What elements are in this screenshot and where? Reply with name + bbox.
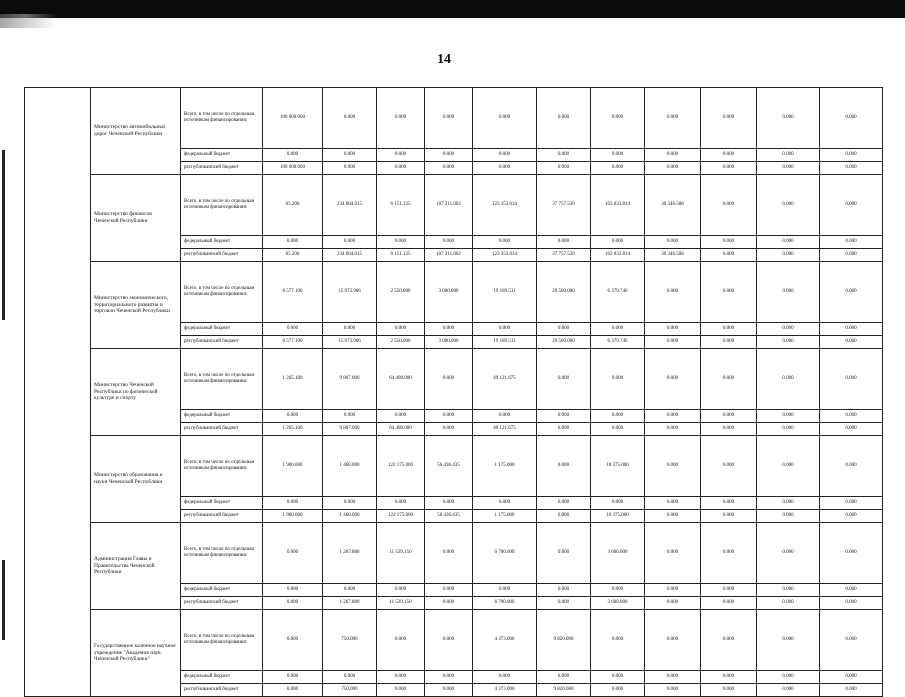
amount-cell: 107 211.002 <box>425 249 473 262</box>
amount-cell: 0.000 <box>820 610 883 671</box>
amount-cell: 0.000 <box>537 88 591 149</box>
amount-cell: 0.000 <box>757 597 820 610</box>
amount-cell: 0.000 <box>701 249 757 262</box>
amount-cell: 0.000 <box>701 162 757 175</box>
amount-cell: 0.000 <box>701 175 757 236</box>
amount-cell: 1 460.000 <box>323 510 377 523</box>
amount-cell: 0.000 <box>645 684 701 697</box>
amount-cell: 3 600.000 <box>591 523 645 584</box>
amount-cell: 234 004.015 <box>323 249 377 262</box>
amount-cell: 0.000 <box>377 149 425 162</box>
amount-cell: 0.000 <box>645 88 701 149</box>
amount-cell: 0.000 <box>820 262 883 323</box>
amount-cell: 0.000 <box>701 436 757 497</box>
amount-cell: 0.000 <box>323 671 377 684</box>
amount-cell: 0.000 <box>425 597 473 610</box>
amount-cell: 0.000 <box>757 262 820 323</box>
amount-cell: 0.000 <box>537 410 591 423</box>
amount-cell: 0.000 <box>425 610 473 671</box>
amount-cell: 0.000 <box>425 410 473 423</box>
amount-cell: 0.000 <box>591 423 645 436</box>
amount-cell: 0.000 <box>263 523 323 584</box>
funding-source-label: федеральный бюджет <box>181 671 263 684</box>
amount-cell: 0.000 <box>820 671 883 684</box>
amount-cell: 0.000 <box>473 410 537 423</box>
funding-source-label: Всего, в том числе по отдельным источникам финансирования: <box>181 175 263 236</box>
amount-cell: 29 500.000 <box>537 336 591 349</box>
table-row <box>25 436 883 497</box>
amount-cell: 1 900.000 <box>263 510 323 523</box>
amount-cell: 0.000 <box>323 149 377 162</box>
amount-cell: 6 379.746 <box>591 262 645 323</box>
amount-cell: 0.000 <box>820 497 883 510</box>
amount-cell: 0.000 <box>425 323 473 336</box>
organization-name: Администрация Главы и Правительства Чеченской Республики <box>91 523 181 610</box>
amount-cell: 0.000 <box>263 149 323 162</box>
amount-cell: 0.000 <box>425 584 473 597</box>
amount-cell: 0.000 <box>377 610 425 671</box>
amount-cell: 6 151.125 <box>377 249 425 262</box>
amount-cell: 0.000 <box>473 88 537 149</box>
amount-cell: 0.000 <box>645 423 701 436</box>
amount-cell: 0.000 <box>757 510 820 523</box>
amount-cell: 0.000 <box>473 497 537 510</box>
funding-source-label: республиканский бюджет <box>181 249 263 262</box>
amount-cell: 4 373.000 <box>473 684 537 697</box>
amount-cell: 0.000 <box>591 323 645 336</box>
amount-cell: 0.000 <box>645 262 701 323</box>
amount-cell: 0.000 <box>537 149 591 162</box>
amount-cell: 0.000 <box>701 410 757 423</box>
amount-cell: 0.000 <box>323 584 377 597</box>
table-row <box>25 610 883 671</box>
amount-cell: 0.000 <box>323 497 377 510</box>
amount-cell: 0.000 <box>591 584 645 597</box>
amount-cell: 0.000 <box>645 436 701 497</box>
amount-cell: 0.000 <box>757 671 820 684</box>
amount-cell: 10 375.000 <box>591 436 645 497</box>
amount-cell: 0.000 <box>645 336 701 349</box>
amount-cell: 0.000 <box>377 162 425 175</box>
amount-cell: 0.000 <box>645 497 701 510</box>
amount-cell: 0.000 <box>537 423 591 436</box>
amount-cell: 6 151.125 <box>377 175 425 236</box>
page-number: 14 <box>437 52 451 67</box>
amount-cell: 0.000 <box>701 510 757 523</box>
organization-name: Государственное казенное научное учреждение "Академия наук Чеченской Республики" <box>91 610 181 697</box>
amount-cell: 0.000 <box>323 162 377 175</box>
amount-cell: 1 175.000 <box>473 436 537 497</box>
amount-cell: 0.000 <box>757 523 820 584</box>
amount-cell: 0.000 <box>591 88 645 149</box>
amount-cell: 0.000 <box>425 149 473 162</box>
amount-cell: 0.000 <box>425 671 473 684</box>
amount-cell: 0.000 <box>701 262 757 323</box>
amount-cell: 29 500.000 <box>537 262 591 323</box>
amount-cell: 19 189.511 <box>473 262 537 323</box>
funding-source-label: федеральный бюджет <box>181 410 263 423</box>
amount-cell: 1 265.100 <box>263 349 323 410</box>
amount-cell: 0.000 <box>537 323 591 336</box>
amount-cell: 1 267.880 <box>323 597 377 610</box>
amount-cell: 3 600.000 <box>591 597 645 610</box>
amount-cell: 0.000 <box>820 236 883 249</box>
amount-cell: 0.000 <box>820 510 883 523</box>
funding-source-label: Всего, в том числе по отдельным источникам финансирования: <box>181 262 263 323</box>
funding-source-label: республиканский бюджет <box>181 510 263 523</box>
amount-cell: 0.000 <box>263 684 323 697</box>
amount-cell: 0.000 <box>820 423 883 436</box>
amount-cell: 9 820.000 <box>537 610 591 671</box>
amount-cell: 0.000 <box>757 162 820 175</box>
amount-cell: 4 373.000 <box>473 610 537 671</box>
budget-table-body <box>25 88 883 697</box>
amount-cell: 56 436.435 <box>425 510 473 523</box>
funding-source-label: федеральный бюджет <box>181 323 263 336</box>
amount-cell: 0.000 <box>263 410 323 423</box>
amount-cell: 0.000 <box>425 523 473 584</box>
amount-cell: 0.000 <box>701 423 757 436</box>
amount-cell: 0.000 <box>645 584 701 597</box>
amount-cell: 0.000 <box>537 584 591 597</box>
amount-cell: 1 900.000 <box>263 436 323 497</box>
amount-cell: 0.000 <box>263 236 323 249</box>
amount-cell: 6 700.000 <box>473 523 537 584</box>
amount-cell: 0.000 <box>323 236 377 249</box>
amount-cell: 0.000 <box>377 410 425 423</box>
amount-cell: 0.000 <box>377 671 425 684</box>
amount-cell: 0.000 <box>757 349 820 410</box>
amount-cell: 0.000 <box>645 349 701 410</box>
amount-cell: 0.000 <box>701 497 757 510</box>
funding-source-label: Всего, в том числе по отдельным источникам финансирования: <box>181 610 263 671</box>
amount-cell: 0.000 <box>377 584 425 597</box>
amount-cell: 0.000 <box>757 323 820 336</box>
amount-cell: 0.000 <box>820 584 883 597</box>
amount-cell: 49 121.675 <box>473 349 537 410</box>
amount-cell: 0.000 <box>757 88 820 149</box>
amount-cell: 0.000 <box>820 149 883 162</box>
amount-cell: 1 460.000 <box>323 436 377 497</box>
amount-cell: 0.000 <box>820 684 883 697</box>
amount-cell: 0.000 <box>757 149 820 162</box>
amount-cell: 9 807.000 <box>323 423 377 436</box>
amount-cell: 0.000 <box>377 88 425 149</box>
amount-cell: 0.000 <box>591 149 645 162</box>
table-row <box>25 88 883 149</box>
budget-table <box>24 87 883 697</box>
funding-source-label: республиканский бюджет <box>181 423 263 436</box>
amount-cell: 0.000 <box>701 336 757 349</box>
funding-source-label: Всего, в том числе по отдельным источникам финансирования: <box>181 88 263 149</box>
amount-cell: 0.000 <box>701 149 757 162</box>
amount-cell: 100 000.000 <box>263 88 323 149</box>
amount-cell: 11 539.150 <box>377 597 425 610</box>
amount-cell: 0.000 <box>263 597 323 610</box>
amount-cell: 0.000 <box>757 610 820 671</box>
amount-cell: 0.000 <box>425 497 473 510</box>
amount-cell: 0.000 <box>701 597 757 610</box>
amount-cell: 0.000 <box>757 497 820 510</box>
amount-cell: 0.000 <box>537 597 591 610</box>
amount-cell: 64 400.000 <box>377 423 425 436</box>
amount-cell: 0.000 <box>591 410 645 423</box>
amount-cell: 10 375.000 <box>591 510 645 523</box>
amount-cell: 0.000 <box>820 249 883 262</box>
amount-cell: 100 000.000 <box>263 162 323 175</box>
amount-cell: 0.000 <box>591 684 645 697</box>
amount-cell: 3 000.000 <box>425 336 473 349</box>
table-row <box>25 262 883 323</box>
amount-cell: 0.000 <box>473 149 537 162</box>
amount-cell: 0.000 <box>820 88 883 149</box>
amount-cell: 49 121.675 <box>473 423 537 436</box>
funding-source-label: Всего, в том числе по отдельным источникам финансирования: <box>181 349 263 410</box>
amount-cell: 122 175.000 <box>377 510 425 523</box>
organization-name: Министерство финансов Чеченской Республики <box>91 175 181 262</box>
organization-name: Министерство экономического, территориального развития и торговли Чеченской Республики <box>91 262 181 349</box>
scan-smudge <box>0 14 70 28</box>
amount-cell: 0.000 <box>757 410 820 423</box>
amount-cell: 0.000 <box>820 323 883 336</box>
amount-cell: 65.200 <box>263 175 323 236</box>
amount-cell: 0.000 <box>591 610 645 671</box>
amount-cell: 0.000 <box>263 610 323 671</box>
amount-cell: 0.000 <box>591 162 645 175</box>
amount-cell: 0.000 <box>701 236 757 249</box>
amount-cell: 123 353.634 <box>473 175 537 236</box>
amount-cell: 0.000 <box>645 236 701 249</box>
amount-cell: 0.000 <box>820 410 883 423</box>
amount-cell: 30 346.508 <box>645 249 701 262</box>
amount-cell: 0.000 <box>537 523 591 584</box>
amount-cell: 0.000 <box>537 436 591 497</box>
amount-cell: 0.000 <box>473 236 537 249</box>
amount-cell: 30 346.508 <box>645 175 701 236</box>
amount-cell: 0.000 <box>701 349 757 410</box>
amount-cell: 8 577.100 <box>263 336 323 349</box>
table-row <box>25 175 883 236</box>
amount-cell: 123 353.634 <box>473 249 537 262</box>
amount-cell: 0.000 <box>645 597 701 610</box>
amount-cell: 1 265.100 <box>263 423 323 436</box>
amount-cell: 64 400.000 <box>377 349 425 410</box>
amount-cell: 0.000 <box>537 349 591 410</box>
empty-index-column <box>25 88 91 697</box>
amount-cell: 0.000 <box>537 510 591 523</box>
amount-cell: 1 267.880 <box>323 523 377 584</box>
funding-source-label: Всего, в том числе по отдельным источникам финансирования: <box>181 523 263 584</box>
amount-cell: 122 175.000 <box>377 436 425 497</box>
amount-cell: 56 436.435 <box>425 436 473 497</box>
amount-cell: 37 757.539 <box>537 249 591 262</box>
amount-cell: 0.000 <box>591 497 645 510</box>
amount-cell: 6 700.000 <box>473 597 537 610</box>
amount-cell: 0.000 <box>537 497 591 510</box>
amount-cell: 0.000 <box>757 175 820 236</box>
amount-cell: 0.000 <box>425 684 473 697</box>
amount-cell: 0.000 <box>757 423 820 436</box>
amount-cell: 0.000 <box>820 597 883 610</box>
amount-cell: 107 211.002 <box>425 175 473 236</box>
amount-cell: 0.000 <box>757 236 820 249</box>
amount-cell: 19 189.511 <box>473 336 537 349</box>
amount-cell: 0.000 <box>425 88 473 149</box>
amount-cell: 0.000 <box>701 323 757 336</box>
amount-cell: 0.000 <box>645 510 701 523</box>
amount-cell: 0.000 <box>473 671 537 684</box>
amount-cell: 2 550.000 <box>377 262 425 323</box>
amount-cell: 1 175.000 <box>473 510 537 523</box>
amount-cell: 0.000 <box>645 162 701 175</box>
amount-cell: 0.000 <box>537 671 591 684</box>
funding-source-label: республиканский бюджет <box>181 162 263 175</box>
amount-cell: 0.000 <box>473 323 537 336</box>
organization-name: Министерство автомобильных дорог Чеченской Республики <box>91 88 181 175</box>
amount-cell: 234 004.015 <box>323 175 377 236</box>
amount-cell: 0.000 <box>701 684 757 697</box>
amount-cell: 0.000 <box>757 336 820 349</box>
funding-source-label: федеральный бюджет <box>181 497 263 510</box>
funding-source-label: Всего, в том числе по отдельным источникам финансирования: <box>181 436 263 497</box>
amount-cell: 0.000 <box>425 162 473 175</box>
amount-cell: 0.000 <box>820 349 883 410</box>
amount-cell: 8 577.100 <box>263 262 323 323</box>
amount-cell: 15 973.966 <box>323 262 377 323</box>
amount-cell: 0.000 <box>473 584 537 597</box>
amount-cell: 0.000 <box>473 162 537 175</box>
amount-cell: 0.000 <box>820 336 883 349</box>
amount-cell: 0.000 <box>645 523 701 584</box>
amount-cell: 0.000 <box>757 584 820 597</box>
amount-cell: 9 807.000 <box>323 349 377 410</box>
amount-cell: 0.000 <box>425 236 473 249</box>
amount-cell: 3 000.000 <box>425 262 473 323</box>
amount-cell: 15 973.966 <box>323 336 377 349</box>
amount-cell: 0.000 <box>263 584 323 597</box>
amount-cell: 0.000 <box>263 323 323 336</box>
amount-cell: 37 757.539 <box>537 175 591 236</box>
amount-cell: 0.000 <box>757 684 820 697</box>
amount-cell: 0.000 <box>820 162 883 175</box>
scan-left-edge-lower <box>2 560 5 640</box>
amount-cell: 0.000 <box>701 523 757 584</box>
amount-cell: 0.000 <box>701 584 757 597</box>
table-row <box>25 523 883 584</box>
amount-cell: 2 550.000 <box>377 336 425 349</box>
amount-cell: 162 033.814 <box>591 175 645 236</box>
amount-cell: 0.000 <box>701 671 757 684</box>
amount-cell: 0.000 <box>645 323 701 336</box>
amount-cell: 0.000 <box>645 610 701 671</box>
funding-source-label: республиканский бюджет <box>181 684 263 697</box>
amount-cell: 0.000 <box>820 175 883 236</box>
funding-source-label: республиканский бюджет <box>181 597 263 610</box>
organization-name: Министерство Чеченской Республики по физической культуре и спорту <box>91 349 181 436</box>
funding-source-label: федеральный бюджет <box>181 236 263 249</box>
amount-cell: 0.000 <box>323 410 377 423</box>
amount-cell: 0.000 <box>645 149 701 162</box>
table-row <box>25 349 883 410</box>
amount-cell: 6 379.746 <box>591 336 645 349</box>
funding-source-label: федеральный бюджет <box>181 149 263 162</box>
amount-cell: 11 539.150 <box>377 523 425 584</box>
amount-cell: 0.000 <box>701 610 757 671</box>
amount-cell: 0.000 <box>591 236 645 249</box>
amount-cell: 162 033.814 <box>591 249 645 262</box>
amount-cell: 0.000 <box>537 162 591 175</box>
amount-cell: 0.000 <box>425 423 473 436</box>
amount-cell: 0.000 <box>263 671 323 684</box>
amount-cell: 0.000 <box>323 323 377 336</box>
amount-cell: 0.000 <box>645 410 701 423</box>
amount-cell: 0.000 <box>645 671 701 684</box>
amount-cell: 0.000 <box>820 436 883 497</box>
scan-top-border <box>0 0 905 18</box>
amount-cell: 0.000 <box>537 236 591 249</box>
amount-cell: 0.000 <box>377 684 425 697</box>
amount-cell: 750.000 <box>323 684 377 697</box>
amount-cell: 0.000 <box>820 523 883 584</box>
amount-cell: 0.000 <box>323 88 377 149</box>
amount-cell: 0.000 <box>591 349 645 410</box>
organization-name: Министерство образования и науки Чеченской Республики <box>91 436 181 523</box>
amount-cell: 0.000 <box>377 236 425 249</box>
amount-cell: 0.000 <box>425 349 473 410</box>
amount-cell: 65.200 <box>263 249 323 262</box>
amount-cell: 9 820.000 <box>537 684 591 697</box>
amount-cell: 0.000 <box>591 671 645 684</box>
amount-cell: 0.000 <box>377 497 425 510</box>
amount-cell: 0.000 <box>757 249 820 262</box>
scan-left-edge <box>2 150 5 320</box>
amount-cell: 0.000 <box>701 88 757 149</box>
amount-cell: 750.000 <box>323 610 377 671</box>
funding-source-label: федеральный бюджет <box>181 584 263 597</box>
amount-cell: 0.000 <box>377 323 425 336</box>
amount-cell: 0.000 <box>263 497 323 510</box>
funding-source-label: республиканский бюджет <box>181 336 263 349</box>
amount-cell: 0.000 <box>757 436 820 497</box>
